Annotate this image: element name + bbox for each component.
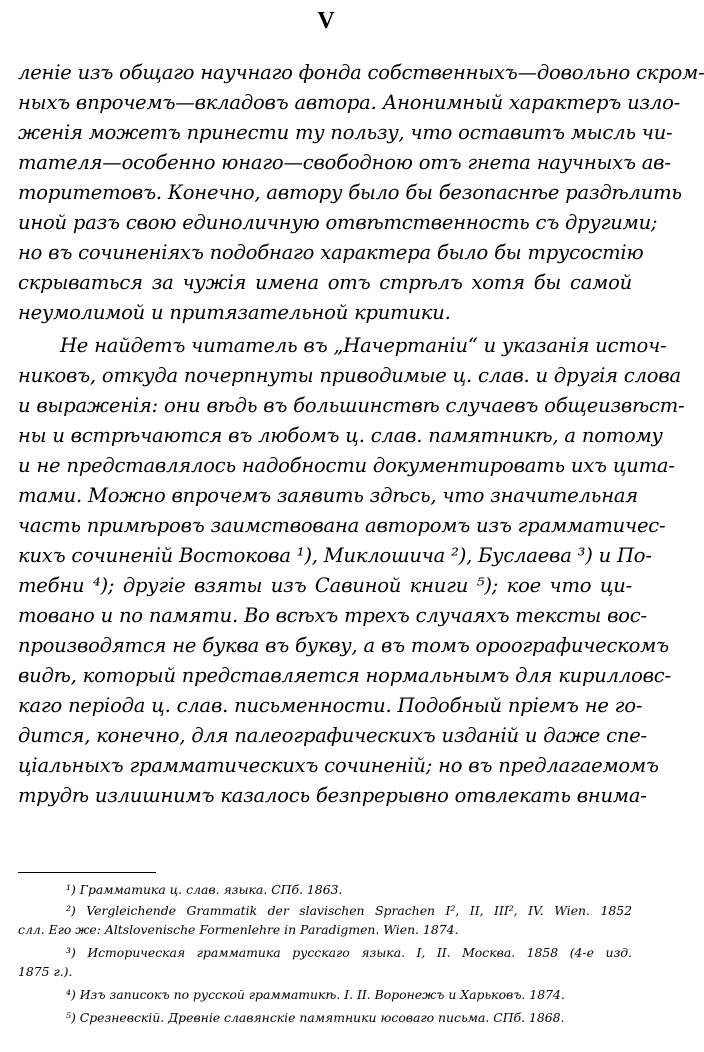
text-line: тебни ⁴); другіе взяты изъ Савиной книги ⁵); кое что ци- <box>18 574 632 597</box>
text-line: каго періода ц. слав. письменности. Подобный пріемъ не го- <box>18 694 643 717</box>
text-line: кихъ сочиненій Востокова ¹), Миклошича ²), Буслаева ³) и По- <box>18 544 652 567</box>
text-line: тателя—особенно юнаго—свободною отъ гнета научныхъ ав- <box>18 151 671 174</box>
footnote-2: ²) Vergleichende Grammatik der slavischen Sprachen I², II, III², IV. Wien. 1852 <box>66 903 632 918</box>
text-line: трудѣ излишнимъ казалось безпрерывно отвлекать внима- <box>18 784 647 807</box>
text-line: и выраженія: они вѣдь въ большинствѣ случаевъ общеизвѣст- <box>18 394 685 417</box>
page-number: V <box>317 8 335 34</box>
text-line: дится, конечно, для палеографическихъ изданій и даже спе- <box>18 724 647 747</box>
text-line: тами. Можно впрочемъ заявить здѣсь, что значительная <box>18 484 638 507</box>
text-line: производятся не буква въ букву, а въ томъ ороографическомъ <box>18 634 669 657</box>
footnote-separator <box>18 872 156 873</box>
footnote-2-continued: слл. Его же: Altslovenische Formenlehre in Paradigmen. Wien. 1874. <box>18 922 459 937</box>
text-line: иной разъ свою единоличную отвѣтственность съ другими; <box>18 211 658 234</box>
text-line: часть примѣровъ заимствована авторомъ изъ грамматичес- <box>18 514 666 537</box>
footnote-5: ⁵) Срезневскій. Древніе славянскіе памятники юсоваго письма. СПб. 1868. <box>66 1010 565 1025</box>
text-line: ныхъ впрочемъ—вкладовъ автора. Анонимный характеръ изло- <box>18 91 681 114</box>
text-line: торитетовъ. Конечно, автору было бы безопаснѣе раздѣлить <box>18 181 682 204</box>
paragraph-last-line: неумолимой и притязательной критики. <box>18 301 451 324</box>
text-line: ны и встрѣчаются въ любомъ ц. слав. памятникѣ, а потому <box>18 424 663 447</box>
footnote-4: ⁴) Изъ записокъ по русской грамматикѣ. I. II. Воронежъ и Харьковъ. 1874. <box>66 987 565 1002</box>
paragraph-first-line: Не найдетъ читатель въ „Начертаніи“ и указанія источ- <box>60 334 667 357</box>
text-line: скрываться за чужія имена отъ стрѣлъ хотя бы самой <box>18 271 632 294</box>
footnote-3: ³) Историческая грамматика русскаго языка. I, II. Москва. 1858 (4-е изд. <box>66 945 632 960</box>
text-line: но въ сочиненіяхъ подобнаго характера было бы трусостію <box>18 241 644 264</box>
text-line: видѣ, который представляется нормальнымъ для кирилловс- <box>18 664 671 687</box>
footnote-1: ¹) Грамматика ц. слав. языка. СПб. 1863. <box>66 882 343 897</box>
text-line: ціальныхъ грамматическихъ сочиненій; но въ предлагаемомъ <box>18 754 659 777</box>
footnote-3-continued: 1875 г.). <box>18 964 73 979</box>
text-line: леніе изъ общаго научнаго фонда собственныхъ—довольно скром- <box>18 61 704 84</box>
text-line: и не представлялось надобности документировать ихъ цита- <box>18 454 675 477</box>
text-line: женія можетъ принести ту пользу, что оставитъ мысль чи- <box>18 121 673 144</box>
text-line: никовъ, откуда почерпнуты приводимые ц. слав. и другія слова <box>18 364 681 387</box>
text-line: товано и по памяти. Во всѣхъ трехъ случаяхъ тексты вос- <box>18 604 647 627</box>
